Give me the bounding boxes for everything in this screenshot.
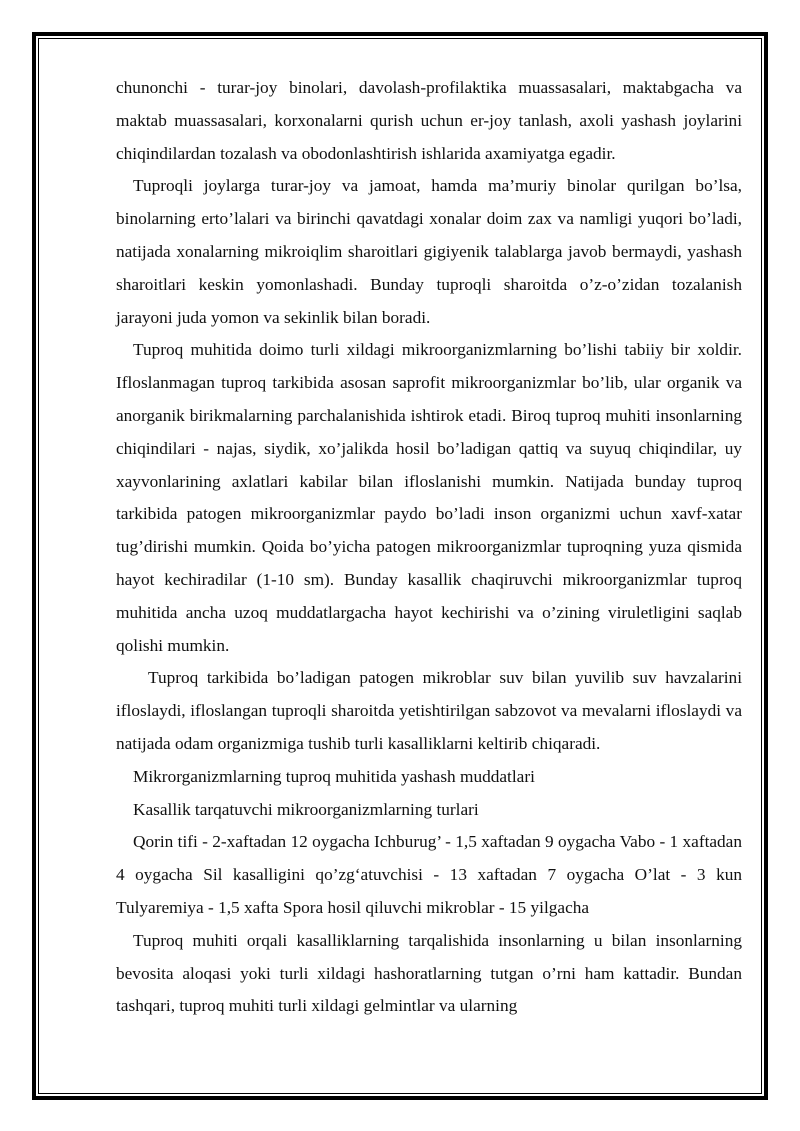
- paragraph-2: Tuproqli joylarga turar-joy va jamoat, hamda ma’muriy binolar qurilgan bo’lsa, binolarning erto’lalari va birinchi qavatdagi xonalar doim zax va namligi yuqori bo’ladi, natijada xonalarning mikroiqlim sharoitlari gigiyenik talablarga javob bermaydi, yashash sharoitlari keskin yomonlashadi. Bunday tuproqli sharoitda o’z-o’zidan tozalanish jarayoni juda yomon va sekinlik bilan boradi.: [116, 176, 742, 327]
- paragraph-1: chunonchi - turar-joy binolari, davolash-profilaktika muassasalari, maktabgacha va maktab muassasalari, korxonalarni qurish uchun er-joy tanlash, axoli yashash joylarini chiqindilardan tozalash va obodonlashtirish ishlarida axamiyatga egadir.: [116, 78, 742, 163]
- document-body: [116, 72, 742, 1023]
- paragraph-3: Tuproq muhitida doimo turli xildagi mikroorganizmlarning bo’lishi tabiiy bir xoldir. Ifloslanmagan tuproq tarkibida asosan saprofit mikroorganizmlar bo’lib, ular organik va anorganik birikmalarning parchalanishida ishtirok etadi. Biroq tuproq muhiti insonlarning chiqindilari - najas, siydik, xo’jalikda hosil bo’ladigan qattiq va suyuq chiqindilar, uy xayvonlarining axlatlari kabilar bilan ifloslanishi mumkin. Natijada bunday tuproq tarkibida patogen mikroorganizmlar paydo bo’ladi inson organizmi uchun xavf-xatar tug’dirishi mumkin. Qoida bo’yicha patogen mikroorganizmlar tuproqning yuza qismida hayot kechiradilar (1-10 sm). Bunday kasallik chaqiruvchi mikroorganizmlar tuproq muhitida ancha uzoq muddatlargacha hayot kechirishi va o’zining viruletligini saqlab qolishi mumkin.: [116, 340, 742, 655]
- paragraph-5: Tuproq muhiti orqali kasalliklarning tarqalishida insonlarning u bilan insonlarning bevosita aloqasi yoki turli xildagi hashoratlarning tutgan o’rni ham kattadir. Bundan tashqari, tuproq muhiti turli xildagi gelmintlar va ularning: [116, 930, 742, 1016]
- table-column-heading: Kasallik tarqatuvchi mikroorganizmlarning turlari: [133, 799, 479, 819]
- paragraph-4: Tuproq tarkibida bo’ladigan patogen mikroblar suv bilan yuvilib suv havzalarini ifloslaydi, ifloslangan tuproqli sharoitda yetishtirilgan sabzovot va mevalarni ifloslaydi va natijada odam organizmiga tushib turli kasalliklarni keltirib chiqaradi.: [116, 668, 742, 753]
- table-heading: Mikrorganizmlarning tuproq muhitida yashash muddatlari: [133, 766, 535, 786]
- survival-list: Qorin tifi - 2-xaftadan 12 oygacha Ichburug’ - 1,5 xaftadan 9 oygacha Vabo - 1 xaftadan 4 oygacha Sil kasalligini qo’zg‘atuvchisi - 13 xaftadan 7 oygacha O’lat - 3 kun Tulyaremiya - 1,5 xafta Spora hosil qiluvchi mikroblar - 15 yilgacha: [116, 832, 742, 917]
